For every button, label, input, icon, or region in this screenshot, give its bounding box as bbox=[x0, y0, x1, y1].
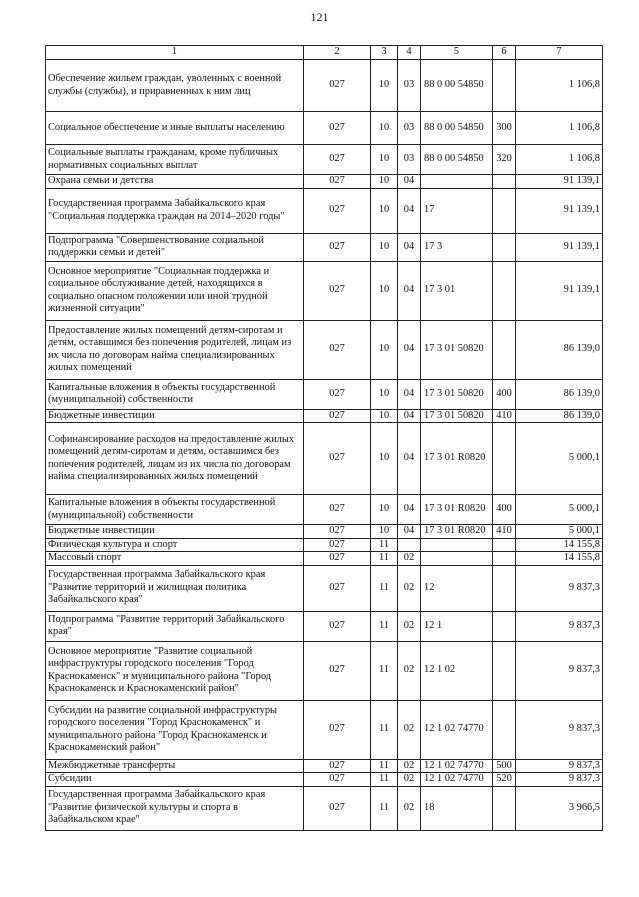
row-rz-cell: 10 bbox=[371, 495, 398, 525]
row-vr-cell bbox=[493, 538, 516, 552]
row-csr-cell: 12 1 02 74770 bbox=[421, 759, 493, 773]
row-sum-cell: 91 139,1 bbox=[516, 175, 603, 189]
row-sum-cell: 1 106,8 bbox=[516, 112, 603, 145]
row-pr-cell: 02 bbox=[398, 641, 421, 700]
row-rz-cell: 10 bbox=[371, 409, 398, 423]
row-vr-cell bbox=[493, 700, 516, 759]
table-row bbox=[46, 409, 603, 423]
row-sum-cell: 5 000,1 bbox=[516, 525, 603, 539]
row-pr-cell: 04 bbox=[398, 495, 421, 525]
row-gr-cell: 027 bbox=[304, 611, 371, 641]
row-rz-cell: 11 bbox=[371, 552, 398, 566]
row-sum-cell: 1 106,8 bbox=[516, 145, 603, 175]
table-row bbox=[46, 320, 603, 379]
row-vr-cell bbox=[493, 60, 516, 112]
row-vr-cell bbox=[493, 188, 516, 233]
row-name-cell: Межбюджетные трансферты bbox=[46, 759, 304, 773]
row-name-cell: Основное мероприятие "Социальная поддержка и социальное обслуживание детей, находящихся в социально опасном положении или иной трудной жизненной ситуации" bbox=[46, 261, 304, 320]
row-csr-cell: 17 3 01 50820 bbox=[421, 409, 493, 423]
row-sum-cell: 9 837,3 bbox=[516, 759, 603, 773]
row-rz-cell: 11 bbox=[371, 700, 398, 759]
row-gr-cell: 027 bbox=[304, 700, 371, 759]
table-header bbox=[46, 46, 603, 60]
row-vr-cell bbox=[493, 611, 516, 641]
header-row bbox=[46, 46, 603, 60]
page-number: 121 bbox=[310, 10, 329, 24]
row-csr-cell: 12 1 02 74770 bbox=[421, 700, 493, 759]
row-gr-cell: 027 bbox=[304, 552, 371, 566]
row-csr-cell: 12 1 02 74770 bbox=[421, 773, 493, 787]
table-row bbox=[46, 112, 603, 145]
row-sum-cell: 1 106,8 bbox=[516, 60, 603, 112]
row-gr-cell: 027 bbox=[304, 112, 371, 145]
row-pr-cell: 03 bbox=[398, 60, 421, 112]
row-vr-cell: 400 bbox=[493, 495, 516, 525]
row-pr-cell: 04 bbox=[398, 233, 421, 261]
row-sum-cell: 86 139,0 bbox=[516, 379, 603, 409]
row-sum-cell: 9 837,3 bbox=[516, 641, 603, 700]
table-row bbox=[46, 145, 603, 175]
budget-table bbox=[45, 45, 603, 831]
table-row bbox=[46, 773, 603, 787]
row-sum-cell: 9 837,3 bbox=[516, 611, 603, 641]
row-pr-cell: 03 bbox=[398, 112, 421, 145]
row-gr-cell: 027 bbox=[304, 320, 371, 379]
row-vr-cell bbox=[493, 175, 516, 189]
header-cell: 7 bbox=[516, 46, 603, 60]
row-vr-cell bbox=[493, 552, 516, 566]
row-gr-cell: 027 bbox=[304, 565, 371, 611]
row-rz-cell: 10 bbox=[371, 175, 398, 189]
table-row bbox=[46, 379, 603, 409]
table-row bbox=[46, 525, 603, 539]
row-gr-cell: 027 bbox=[304, 423, 371, 495]
row-vr-cell: 400 bbox=[493, 379, 516, 409]
row-vr-cell bbox=[493, 423, 516, 495]
header-cell: 2 bbox=[304, 46, 371, 60]
row-vr-cell: 300 bbox=[493, 112, 516, 145]
row-csr-cell bbox=[421, 175, 493, 189]
table-row bbox=[46, 641, 603, 700]
row-gr-cell: 027 bbox=[304, 261, 371, 320]
row-name-cell: Бюджетные инвестиции bbox=[46, 409, 304, 423]
row-csr-cell: 17 3 01 bbox=[421, 261, 493, 320]
row-vr-cell bbox=[493, 786, 516, 830]
row-gr-cell: 027 bbox=[304, 175, 371, 189]
row-sum-cell: 91 139,1 bbox=[516, 188, 603, 233]
row-sum-cell: 9 837,3 bbox=[516, 565, 603, 611]
row-pr-cell: 02 bbox=[398, 700, 421, 759]
row-csr-cell: 88 0 00 54850 bbox=[421, 112, 493, 145]
row-name-cell: Социальные выплаты гражданам, кроме публичных нормативных социальных выплат bbox=[46, 145, 304, 175]
row-rz-cell: 10 bbox=[371, 261, 398, 320]
row-sum-cell: 3 966,5 bbox=[516, 786, 603, 830]
row-vr-cell bbox=[493, 233, 516, 261]
row-name-cell: Массовый спорт bbox=[46, 552, 304, 566]
row-csr-cell: 17 3 01 50820 bbox=[421, 320, 493, 379]
table-row bbox=[46, 611, 603, 641]
header-cell: 3 bbox=[371, 46, 398, 60]
row-vr-cell bbox=[493, 565, 516, 611]
row-csr-cell: 12 1 02 bbox=[421, 641, 493, 700]
row-gr-cell: 027 bbox=[304, 409, 371, 423]
table-row bbox=[46, 60, 603, 112]
table-row bbox=[46, 552, 603, 566]
row-vr-cell bbox=[493, 641, 516, 700]
row-rz-cell: 10 bbox=[371, 233, 398, 261]
row-rz-cell: 10 bbox=[371, 188, 398, 233]
row-pr-cell: 02 bbox=[398, 611, 421, 641]
row-name-cell: Государственная программа Забайкальского края "Социальная поддержка граждан на 2014–2020 годы" bbox=[46, 188, 304, 233]
row-name-cell: Капитальные вложения в объекты государственной (муниципальной) собственности bbox=[46, 379, 304, 409]
row-rz-cell: 10 bbox=[371, 379, 398, 409]
row-gr-cell: 027 bbox=[304, 641, 371, 700]
row-name-cell: Капитальные вложения в объекты государственной (муниципальной) собственности bbox=[46, 495, 304, 525]
row-gr-cell: 027 bbox=[304, 759, 371, 773]
row-csr-cell: 17 3 01 R0820 bbox=[421, 525, 493, 539]
row-vr-cell: 410 bbox=[493, 525, 516, 539]
row-sum-cell: 5 000,1 bbox=[516, 423, 603, 495]
row-name-cell: Охрана семьи и детства bbox=[46, 175, 304, 189]
row-sum-cell: 91 139,1 bbox=[516, 233, 603, 261]
row-rz-cell: 10 bbox=[371, 145, 398, 175]
row-csr-cell: 17 3 01 50820 bbox=[421, 379, 493, 409]
row-vr-cell: 410 bbox=[493, 409, 516, 423]
row-rz-cell: 10 bbox=[371, 60, 398, 112]
row-sum-cell: 5 000,1 bbox=[516, 495, 603, 525]
row-name-cell: Государственная программа Забайкальского края "Развитие физической культуры и спорта в Забайкальском крае" bbox=[46, 786, 304, 830]
table-row bbox=[46, 261, 603, 320]
row-gr-cell: 027 bbox=[304, 495, 371, 525]
row-pr-cell: 04 bbox=[398, 261, 421, 320]
row-name-cell: Предоставление жилых помещений детям-сиротам и детям, оставшимся без попечения родителей, лицам из их числа по договорам найма специализированных жилых помещений bbox=[46, 320, 304, 379]
row-name-cell: Физическая культура и спорт bbox=[46, 538, 304, 552]
header-cell: 1 bbox=[46, 46, 304, 60]
row-pr-cell: 02 bbox=[398, 773, 421, 787]
row-gr-cell: 027 bbox=[304, 379, 371, 409]
row-pr-cell: 02 bbox=[398, 552, 421, 566]
table-row bbox=[46, 565, 603, 611]
row-name-cell: Государственная программа Забайкальского края "Развитие территорий и жилищная политика Забайкальского края" bbox=[46, 565, 304, 611]
row-sum-cell: 14 155,8 bbox=[516, 538, 603, 552]
row-gr-cell: 027 bbox=[304, 188, 371, 233]
row-vr-cell: 320 bbox=[493, 145, 516, 175]
row-sum-cell: 9 837,3 bbox=[516, 700, 603, 759]
row-name-cell: Подпрограмма "Совершенствование социальной поддержки семьи и детей" bbox=[46, 233, 304, 261]
row-rz-cell: 11 bbox=[371, 786, 398, 830]
table-row bbox=[46, 538, 603, 552]
row-csr-cell bbox=[421, 538, 493, 552]
row-csr-cell: 12 1 bbox=[421, 611, 493, 641]
row-csr-cell: 17 bbox=[421, 188, 493, 233]
table-row bbox=[46, 786, 603, 830]
row-vr-cell bbox=[493, 320, 516, 379]
table-row bbox=[46, 700, 603, 759]
header-cell: 5 bbox=[421, 46, 493, 60]
table-row bbox=[46, 175, 603, 189]
row-pr-cell: 02 bbox=[398, 786, 421, 830]
row-gr-cell: 027 bbox=[304, 538, 371, 552]
row-csr-cell: 17 3 bbox=[421, 233, 493, 261]
row-pr-cell: 04 bbox=[398, 175, 421, 189]
table-row bbox=[46, 495, 603, 525]
row-rz-cell: 11 bbox=[371, 565, 398, 611]
row-rz-cell: 11 bbox=[371, 611, 398, 641]
row-name-cell: Бюджетные инвестиции bbox=[46, 525, 304, 539]
table-body bbox=[46, 60, 603, 831]
row-csr-cell: 17 3 01 R0820 bbox=[421, 423, 493, 495]
row-pr-cell bbox=[398, 538, 421, 552]
table-row bbox=[46, 188, 603, 233]
row-name-cell: Подпрограмма "Развитие территорий Забайкальского края" bbox=[46, 611, 304, 641]
row-pr-cell: 04 bbox=[398, 409, 421, 423]
row-pr-cell: 03 bbox=[398, 145, 421, 175]
row-rz-cell: 10 bbox=[371, 320, 398, 379]
header-cell: 6 bbox=[493, 46, 516, 60]
row-sum-cell: 91 139,1 bbox=[516, 261, 603, 320]
row-rz-cell: 11 bbox=[371, 759, 398, 773]
row-name-cell: Основное мероприятие "Развитие социальной инфраструктуры городского поселения "Город Краснокаменск" и муниципального района "Город Краснокаменск и Краснокаменский район" bbox=[46, 641, 304, 700]
table-row bbox=[46, 759, 603, 773]
row-csr-cell: 88 0 00 54850 bbox=[421, 60, 493, 112]
row-csr-cell: 18 bbox=[421, 786, 493, 830]
row-sum-cell: 86 139,0 bbox=[516, 409, 603, 423]
row-rz-cell: 10 bbox=[371, 112, 398, 145]
row-gr-cell: 027 bbox=[304, 145, 371, 175]
row-gr-cell: 027 bbox=[304, 773, 371, 787]
row-name-cell: Субсидии bbox=[46, 773, 304, 787]
row-pr-cell: 04 bbox=[398, 188, 421, 233]
row-rz-cell: 11 bbox=[371, 641, 398, 700]
row-gr-cell: 027 bbox=[304, 60, 371, 112]
row-rz-cell: 10 bbox=[371, 525, 398, 539]
row-name-cell: Социальное обеспечение и иные выплаты населению bbox=[46, 112, 304, 145]
row-rz-cell: 10 bbox=[371, 423, 398, 495]
row-gr-cell: 027 bbox=[304, 233, 371, 261]
row-gr-cell: 027 bbox=[304, 525, 371, 539]
row-vr-cell: 520 bbox=[493, 773, 516, 787]
table-row bbox=[46, 233, 603, 261]
row-pr-cell: 04 bbox=[398, 525, 421, 539]
row-sum-cell: 86 139,0 bbox=[516, 320, 603, 379]
row-sum-cell: 9 837,3 bbox=[516, 773, 603, 787]
row-csr-cell: 17 3 01 R0820 bbox=[421, 495, 493, 525]
row-csr-cell bbox=[421, 552, 493, 566]
row-sum-cell: 14 155,8 bbox=[516, 552, 603, 566]
row-pr-cell: 04 bbox=[398, 423, 421, 495]
row-csr-cell: 12 bbox=[421, 565, 493, 611]
row-pr-cell: 02 bbox=[398, 565, 421, 611]
row-vr-cell bbox=[493, 261, 516, 320]
header-cell: 4 bbox=[398, 46, 421, 60]
row-pr-cell: 04 bbox=[398, 320, 421, 379]
row-gr-cell: 027 bbox=[304, 786, 371, 830]
row-pr-cell: 04 bbox=[398, 379, 421, 409]
row-pr-cell: 02 bbox=[398, 759, 421, 773]
row-vr-cell: 500 bbox=[493, 759, 516, 773]
row-name-cell: Софинансирование расходов на предоставление жилых помещений детям-сиротам и детям, оставшимся без попечения родителей, лицам из их числа по договорам найма специализированных жилых помещений bbox=[46, 423, 304, 495]
row-csr-cell: 88 0 00 54850 bbox=[421, 145, 493, 175]
table-row bbox=[46, 423, 603, 495]
row-rz-cell: 11 bbox=[371, 773, 398, 787]
row-rz-cell: 11 bbox=[371, 538, 398, 552]
row-name-cell: Субсидии на развитие социальной инфраструктуры городского поселения "Город Краснокаменск" и муниципального района "Город Краснокаменск и Краснокаменский район" bbox=[46, 700, 304, 759]
row-name-cell: Обеспечение жильем граждан, уволенных с военной службы (службы), и приравненных к ним лиц bbox=[46, 60, 304, 112]
